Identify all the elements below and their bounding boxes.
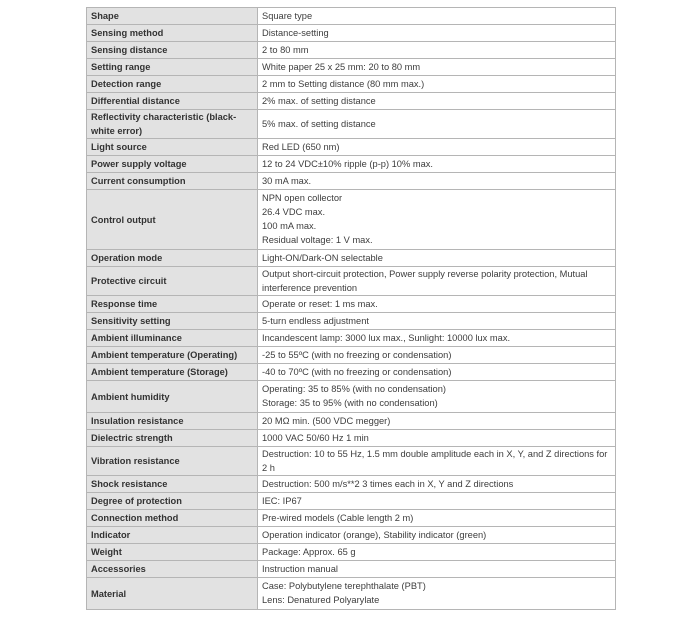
- spec-row: [87, 561, 616, 578]
- spec-label: Power supply voltage: [87, 156, 258, 173]
- spec-label: Response time: [87, 296, 258, 313]
- spec-value: [258, 25, 616, 42]
- spec-value: [258, 156, 616, 173]
- spec-label: Sensing distance: [87, 42, 258, 59]
- spec-row: [87, 296, 616, 313]
- spec-label: Ambient illuminance: [87, 330, 258, 347]
- spec-value: [258, 430, 616, 447]
- spec-label: Accessories: [87, 561, 258, 578]
- spec-label: Ambient humidity: [87, 381, 258, 413]
- spec-row: [87, 110, 616, 139]
- spec-value-line: Destruction: 10 to 55 Hz, 1.5 mm double amplitude each in X, Y, and Z directions for 2 h: [262, 449, 608, 473]
- spec-row: [87, 173, 616, 190]
- spec-value-line: Package: Approx. 65 g: [262, 547, 356, 557]
- spec-value-line: Output short-circuit protection, Power supply reverse polarity protection, Mutual interference prevention: [262, 269, 588, 293]
- spec-value: [258, 93, 616, 110]
- spec-value: [258, 578, 616, 610]
- spec-value: [258, 139, 616, 156]
- spec-value: [258, 347, 616, 364]
- spec-row: [87, 364, 616, 381]
- specifications-table-body: [87, 8, 616, 610]
- spec-value-line: Operating: 35 to 85% (with no condensation): [262, 384, 446, 394]
- spec-label: Degree of protection: [87, 493, 258, 510]
- spec-row: [87, 430, 616, 447]
- spec-value-line: Residual voltage: 1 V max.: [262, 235, 373, 245]
- spec-label: Material: [87, 578, 258, 610]
- spec-label: Operation mode: [87, 250, 258, 267]
- spec-row: [87, 544, 616, 561]
- spec-value-line: 2 to 80 mm: [262, 45, 309, 55]
- spec-row: [87, 381, 616, 413]
- spec-label: Reflectivity characteristic (black-white error): [87, 110, 258, 139]
- spec-row: [87, 190, 616, 250]
- spec-value-line: Distance-setting: [262, 28, 329, 38]
- specifications-table: [86, 7, 616, 610]
- spec-row: [87, 76, 616, 93]
- spec-row: [87, 42, 616, 59]
- spec-row: [87, 493, 616, 510]
- spec-value: [258, 296, 616, 313]
- spec-value-line: Case: Polybutylene terephthalate (PBT): [262, 581, 426, 591]
- spec-value: [258, 42, 616, 59]
- spec-value-line: Operation indicator (orange), Stability indicator (green): [262, 530, 487, 540]
- spec-row: [87, 347, 616, 364]
- spec-label: Shape: [87, 8, 258, 25]
- spec-value: [258, 527, 616, 544]
- spec-value-line: 5% max. of setting distance: [262, 118, 376, 129]
- spec-row: [87, 476, 616, 493]
- spec-row: [87, 8, 616, 25]
- spec-label: Shock resistance: [87, 476, 258, 493]
- spec-value: [258, 544, 616, 561]
- spec-value: [258, 173, 616, 190]
- spec-value-line: Instruction manual: [262, 564, 338, 574]
- spec-value: [258, 413, 616, 430]
- spec-value-line: IEC: IP67: [262, 496, 302, 506]
- spec-value: [258, 250, 616, 267]
- spec-value-line: 5-turn endless adjustment: [262, 316, 369, 326]
- spec-label: Control output: [87, 190, 258, 250]
- spec-label: Indicator: [87, 527, 258, 544]
- spec-label: Ambient temperature (Operating): [87, 347, 258, 364]
- spec-row: [87, 510, 616, 527]
- spec-value-line: White paper 25 x 25 mm: 20 to 80 mm: [262, 62, 421, 72]
- spec-value-line: 2% max. of setting distance: [262, 96, 376, 106]
- spec-value: [258, 364, 616, 381]
- spec-row: [87, 93, 616, 110]
- spec-value: [258, 330, 616, 347]
- spec-row: [87, 313, 616, 330]
- spec-value: [258, 267, 616, 296]
- spec-value-line: Pre-wired models (Cable length 2 m): [262, 513, 414, 523]
- spec-label: Protective circuit: [87, 267, 258, 296]
- spec-value: [258, 447, 616, 476]
- spec-label: Sensitivity setting: [87, 313, 258, 330]
- spec-row: [87, 578, 616, 610]
- spec-value: [258, 510, 616, 527]
- spec-row: [87, 447, 616, 476]
- spec-value-line: Lens: Denatured Polyarylate: [262, 595, 380, 605]
- spec-value-line: Incandescent lamp: 3000 lux max., Sunlight: 10000 lux max.: [262, 333, 511, 343]
- spec-value-line: Square type: [262, 11, 313, 21]
- spec-label: Connection method: [87, 510, 258, 527]
- spec-value-line: Red LED (650 nm): [262, 142, 340, 152]
- spec-label: Light source: [87, 139, 258, 156]
- spec-label: Vibration resistance: [87, 447, 258, 476]
- spec-value: [258, 76, 616, 93]
- spec-row: [87, 25, 616, 42]
- spec-value-line: 2 mm to Setting distance (80 mm max.): [262, 79, 425, 89]
- spec-value-line: 1000 VAC 50/60 Hz 1 min: [262, 433, 369, 443]
- spec-value-line: 30 mA max.: [262, 176, 312, 186]
- spec-row: [87, 267, 616, 296]
- spec-value: [258, 8, 616, 25]
- spec-label: Sensing method: [87, 25, 258, 42]
- spec-row: [87, 330, 616, 347]
- spec-value: [258, 476, 616, 493]
- spec-row: [87, 156, 616, 173]
- spec-label: Setting range: [87, 59, 258, 76]
- spec-value: [258, 493, 616, 510]
- spec-label: Detection range: [87, 76, 258, 93]
- spec-label: Dielectric strength: [87, 430, 258, 447]
- spec-value: [258, 59, 616, 76]
- spec-label: Insulation resistance: [87, 413, 258, 430]
- spec-value: [258, 190, 616, 250]
- spec-value: [258, 381, 616, 413]
- spec-value-line: Storage: 35 to 95% (with no condensation): [262, 398, 438, 408]
- spec-label: Differential distance: [87, 93, 258, 110]
- spec-row: [87, 413, 616, 430]
- spec-row: [87, 59, 616, 76]
- spec-value-line: NPN open collector: [262, 193, 343, 203]
- spec-value-line: Operate or reset: 1 ms max.: [262, 299, 378, 309]
- spec-value: [258, 313, 616, 330]
- spec-row: [87, 250, 616, 267]
- spec-value-line: 12 to 24 VDC±10% ripple (p-p) 10% max.: [262, 159, 433, 169]
- spec-value: [258, 561, 616, 578]
- spec-label: Weight: [87, 544, 258, 561]
- spec-value-line: 26.4 VDC max.: [262, 207, 326, 217]
- spec-value-line: Destruction: 500 m/s**2 3 times each in X, Y and Z directions: [262, 479, 514, 489]
- spec-value-line: Light-ON/Dark-ON selectable: [262, 253, 383, 263]
- spec-label: Ambient temperature (Storage): [87, 364, 258, 381]
- spec-row: [87, 527, 616, 544]
- spec-value-line: 20 MΩ min. (500 VDC megger): [262, 416, 391, 426]
- spec-label: Current consumption: [87, 173, 258, 190]
- spec-value-line: 100 mA max.: [262, 221, 317, 231]
- spec-value-line: -25 to 55ºC (with no freezing or condensation): [262, 350, 452, 360]
- spec-value-line: -40 to 70ºC (with no freezing or condensation): [262, 367, 452, 377]
- spec-row: [87, 139, 616, 156]
- spec-value: [258, 110, 616, 139]
